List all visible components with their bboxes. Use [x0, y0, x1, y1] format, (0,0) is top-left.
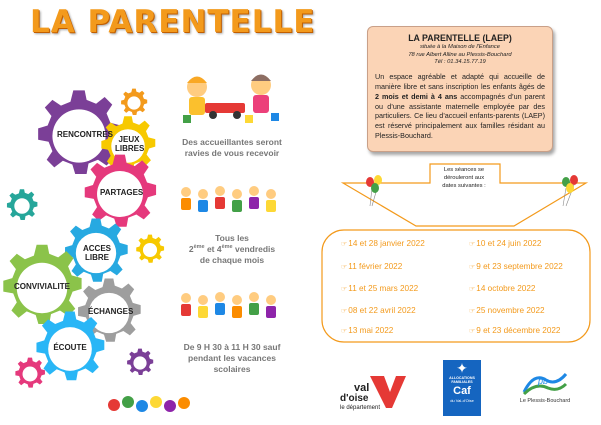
svg-text:pb: pb [538, 376, 549, 386]
pointing-hand-icon: ☞ [469, 328, 476, 335]
info-description: Un espace agréable et adapté qui accueille de manière libre et sans inscription les enfants âgés de 2 mois et demi à 4 ans accompagnés d’un parent ou d’une assistante maternelle employée par des particuliers. Ce lieu d’accueil enfants-parents (LAEP) est réservé principalement aux familles résidant au Plessis-Bouchard. [375, 71, 545, 141]
info-heading: LA PARENTELLE (LAEP) [408, 33, 512, 43]
page-title: LA PARENTELLE [30, 4, 316, 40]
gear-label-rencontres: RENCONTRES [57, 130, 114, 139]
sessions-intro: Les séances se dérouleront aux dates suivantes : [442, 167, 486, 189]
pointing-hand-icon: ☞ [469, 264, 476, 271]
pointing-hand-icon: ☞ [341, 328, 348, 335]
gear-label-partages: PARTAGES [100, 188, 144, 197]
pointing-hand-icon: ☞ [469, 308, 476, 315]
pointing-hand-icon: ☞ [341, 308, 348, 315]
info-address-1: située à la Maison de l'Enfance [419, 44, 501, 51]
gear-label-acces-libre: ACCES LIBRE [82, 244, 111, 262]
hours-text: De 9 H 30 à 11 H 30 sauf pendant les vacances scolaires [183, 342, 281, 375]
date-left-4: ☞08 et 22 avril 2022 [341, 306, 416, 315]
date-left-3: ☞11 et 25 mars 2022 [341, 284, 419, 293]
plessis-bouchard-logo: pb Le Plessis-Bouchard [519, 376, 571, 404]
info-phone: Tél : 01.34.15.77.19 [434, 59, 486, 66]
schedule-text: Tous les 2ème et 4ème vendredis de chaque mois [188, 233, 276, 266]
pointing-hand-icon: ☞ [469, 286, 476, 293]
date-right-3: ☞14 octobre 2022 [469, 284, 536, 293]
date-right-5: ☞9 et 23 décembre 2022 [469, 326, 561, 335]
pointing-hand-icon: ☞ [469, 241, 476, 248]
welcome-text: Des accueillantes seront ravies de vous recevoir [182, 137, 282, 159]
date-right-4: ☞25 novembre 2022 [469, 306, 545, 315]
gear-label-echanges: ÉCHANGES [88, 307, 134, 316]
family-icon: ✦ [456, 360, 468, 376]
info-address-2: 78 rue Albert Alline au Plessis-Bouchard [408, 51, 512, 58]
date-left-2: ☞11 février 2022 [341, 262, 403, 271]
gear-label-jeux-libres: JEUX LIBRES [115, 135, 145, 153]
date-left-5: ☞13 mai 2022 [341, 326, 394, 335]
date-right-1: ☞10 et 24 juin 2022 [469, 239, 542, 248]
date-right-2: ☞9 et 23 septembre 2022 [469, 262, 563, 271]
pointing-hand-icon: ☞ [341, 286, 348, 293]
date-left-1: ☞14 et 28 janvier 2022 [341, 239, 425, 248]
caf-logo: ✦ ALLOCATIONS FAMILIALES Caf du Val-d'Oise [443, 360, 481, 416]
pointing-hand-icon: ☞ [341, 264, 348, 271]
pointing-hand-icon: ☞ [341, 241, 348, 248]
valdoise-logo: val d'oise le département [340, 376, 408, 412]
gear-label-convivialite: CONVIVIALITE [13, 282, 70, 291]
gear-label-ecoute: ÉCOUTE [53, 343, 87, 352]
